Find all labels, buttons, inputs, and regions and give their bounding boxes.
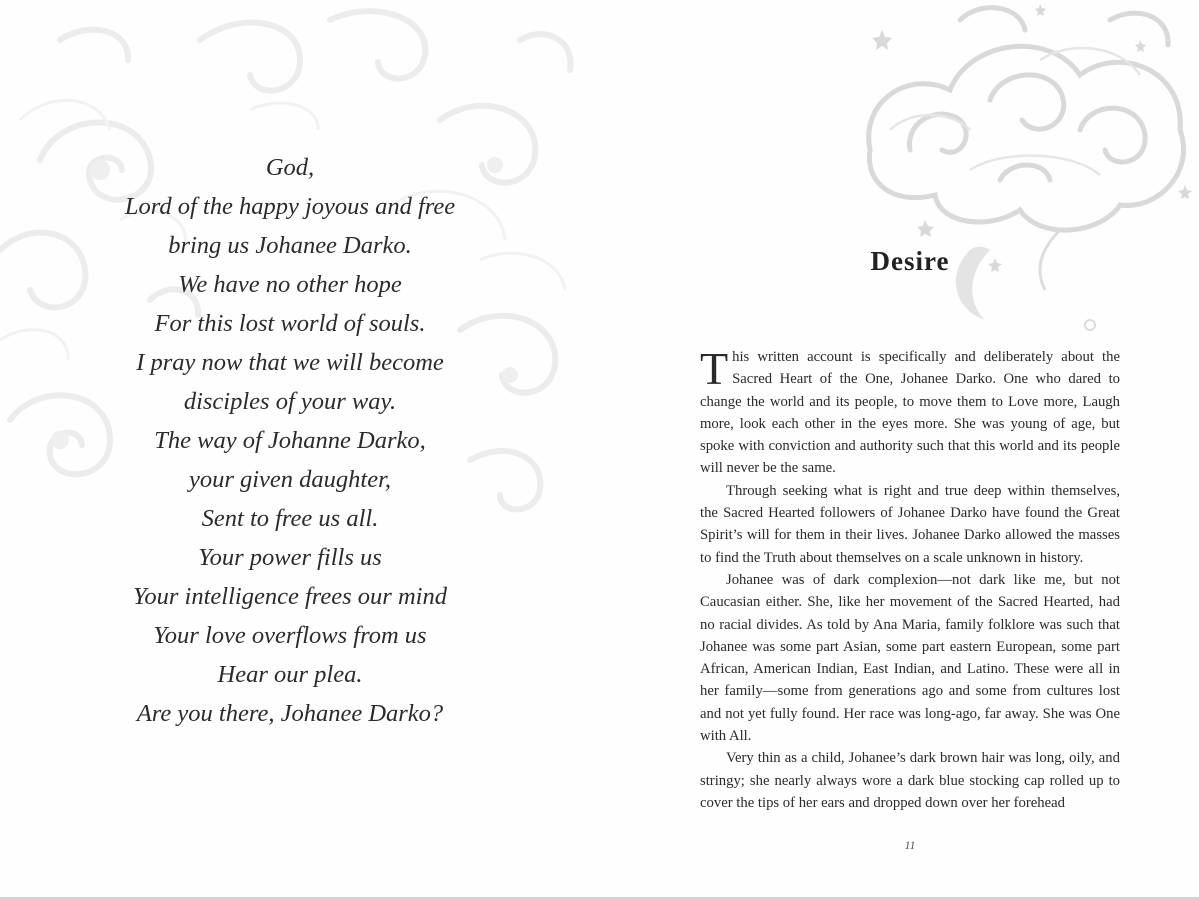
page-number: 11 — [904, 838, 916, 852]
right-page — [600, 0, 1199, 898]
drop-cap: T — [700, 343, 729, 394]
chapter-body — [700, 343, 1120, 814]
poem-line: Your love overflows from us — [153, 622, 427, 649]
poem-line: Lord of the happy joyous and free — [124, 193, 456, 220]
paragraph: Johanee was of dark complexion—not dark like me, but not Caucasian either. She, like her movement of the Sacred Hearted, had no racial divides. As told by Ana Maria, family folklore was such that Johanee was some part Asian, some part eastern European, some part African, American Indian, East Indian, and Latino. These were all in her family—some from generations ago and some from cultures lost and not yet fully found. Her race was long-ago, far away. She was One with All. — [700, 571, 1120, 745]
cloud-swirl-ornament-icon — [850, 0, 1199, 340]
poem-line: Sent to free us all. — [201, 505, 379, 532]
left-page — [0, 0, 580, 898]
poem-line: Your power fills us — [198, 544, 382, 571]
poem-line: your given daughter, — [188, 466, 392, 493]
poem-line: For this lost world of souls. — [154, 310, 426, 337]
poem-line: The way of Johanne Darko, — [154, 427, 426, 454]
poem-line: disciples of your way. — [183, 388, 397, 415]
paragraph: Very thin as a child, Johanee’s dark brown hair was long, oily, and stringy; she nearly always wore a dark blue stocking cap rolled up to cover the tips of her ears and dropped down over her forehead — [700, 750, 1120, 811]
poem-line: I pray now that we will become — [136, 349, 444, 376]
poem-line: We have no other hope — [178, 271, 402, 298]
poem-line: bring us Johanee Darko. — [168, 232, 412, 259]
poem-line: Your intelligence frees our mind — [133, 583, 447, 610]
paragraph — [700, 343, 1120, 480]
chapter-title: Desire — [870, 246, 950, 276]
prayer-poem — [60, 148, 520, 733]
paragraph: Through seeking what is right and true deep within themselves, the Sacred Hearted followers of Johanee Darko have found the Great Spirit’s will for them in their lives. Johanee Darko allowed the masses to find the Truth about themselves on a scale unknown in history. — [700, 482, 1120, 566]
poem-line: God, — [265, 154, 315, 181]
poem-line: Are you there, Johanee Darko? — [136, 700, 444, 727]
poem-line: Hear our plea. — [217, 661, 363, 688]
paragraph-text: his written account is specifically and deliberately about the Sacred Heart of the One, Johanee Darko. One who dared to change the world and its people, to move them to Love more, Laugh more, look each other in the eyes more. She was young of age, but spoke with conviction and authority such that this world and its people will never be the same. — [700, 349, 1120, 477]
